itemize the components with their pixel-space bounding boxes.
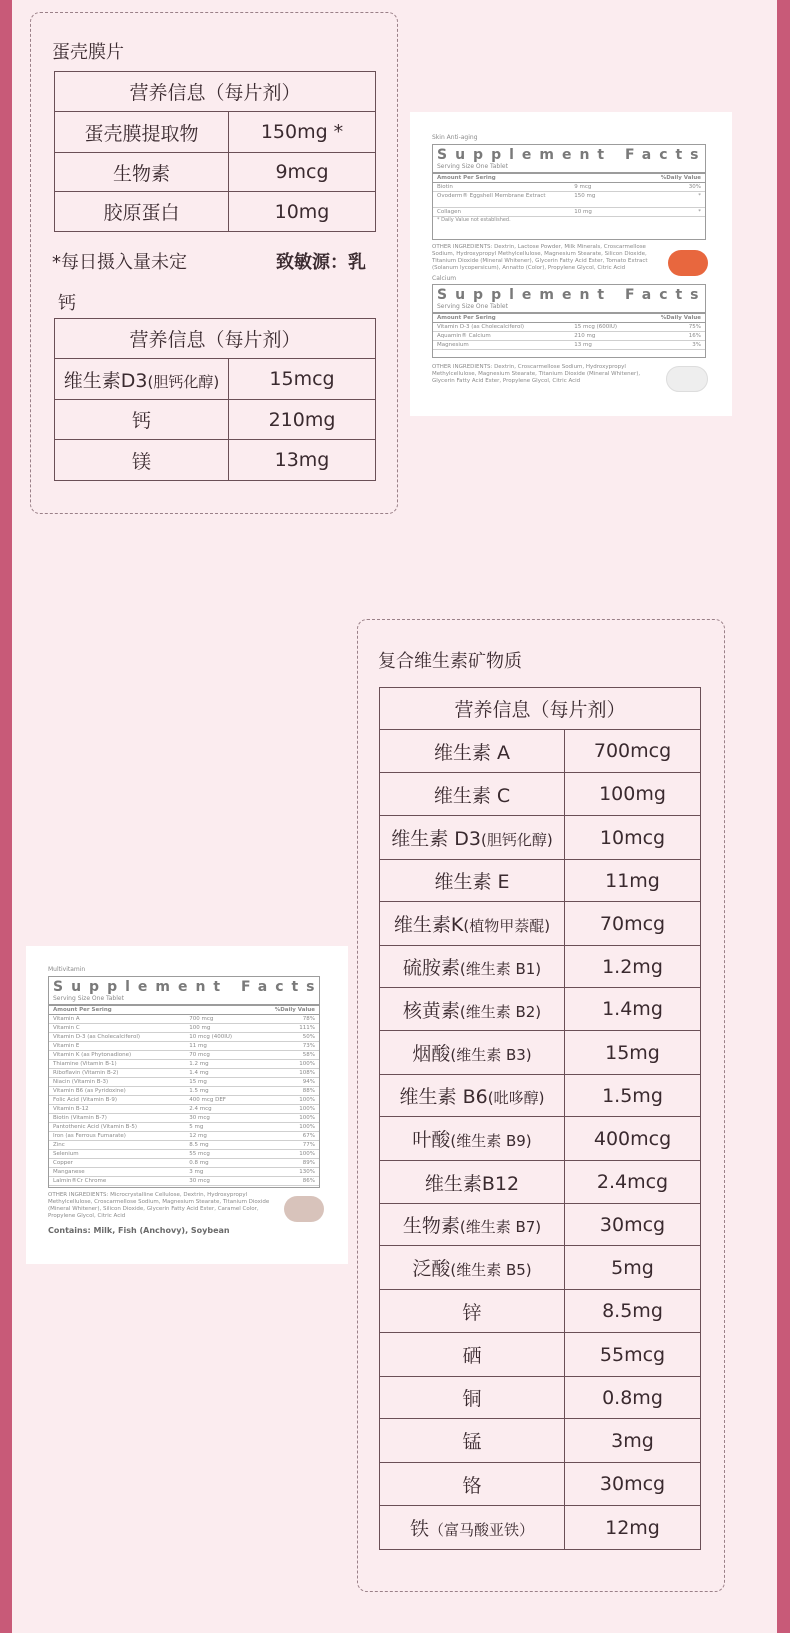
facts-amount: 30 mcg (189, 1115, 210, 1121)
facts-name: Vitamin B-12 (53, 1106, 89, 1112)
facts-amount: 12 mg (189, 1133, 207, 1139)
facts-name: Pantothenic Acid (Vitamin B-5) (53, 1124, 138, 1130)
facts-row (49, 1042, 319, 1051)
facts-name: Copper (53, 1160, 73, 1166)
table-row (380, 988, 701, 1031)
facts-row (49, 1096, 319, 1105)
table-row (55, 153, 376, 192)
facts-amount: 8.5 mg (189, 1142, 209, 1148)
nutrient-main: 硫胺素 (402, 957, 460, 979)
nutrient-main: 维生素 A (433, 741, 511, 764)
nutrient-value: 11mg (565, 860, 701, 902)
table-row (380, 1161, 701, 1204)
nutrient-name (380, 1377, 565, 1419)
facts-name: Vitamin B6 (as Pyridoxine) (53, 1088, 126, 1094)
facts-dv: 130% (299, 1169, 315, 1175)
col-amount: Amount Per Sering (437, 175, 496, 181)
nutrient-main: 烟酸 (412, 1043, 451, 1065)
nutrient-main: 维生素B12 (424, 1172, 520, 1195)
allergen-note: 致敏源：乳 (276, 252, 366, 273)
nutrient-sub: (植物甲萘醌) (463, 917, 551, 935)
beige-pill (284, 1196, 324, 1222)
facts-amount: 15 mcg (600IU) (574, 324, 618, 330)
multivitamin-nutrition-table (379, 687, 701, 1550)
nutrient-main: 铬 (462, 1474, 482, 1497)
other-ingredients: OTHER INGREDIENTS: Dextrin, Croscarmellose Sodium, Hydroxypropyl Methylcellulose, Magnesium Stearate, Titanium Dioxide (Mineral Whitener), Glycerin Fatty Acid Ester, Propylene Glycol, Citric Acid (432, 364, 641, 384)
facts-amount: 2.4 mcg (189, 1106, 212, 1112)
table-row (380, 902, 701, 946)
table-row (380, 946, 701, 988)
facts-name: Niacin (Vitamin B-3) (53, 1079, 109, 1085)
facts-dv: 67% (302, 1133, 315, 1139)
nutrient-value: 12mg (565, 1506, 701, 1550)
facts-amount: 15 mg (189, 1079, 207, 1085)
calcium-nutrition-table (54, 318, 376, 481)
nutrient-sub: (维生素 B5) (450, 1261, 532, 1279)
nutrient-value: 1.5mg (565, 1075, 701, 1117)
nutrient-value: 150mg * (229, 112, 376, 153)
table-row (380, 1419, 701, 1463)
nutrient-value: 10mg (229, 192, 376, 232)
facts-amount: 70 mcg (189, 1052, 210, 1058)
facts-dv: 108% (299, 1070, 315, 1076)
nutrient-name (55, 359, 229, 400)
facts-name: Vitamin E (53, 1043, 80, 1049)
facts-name: Vitamin A (53, 1016, 80, 1022)
table-row (55, 400, 376, 440)
nutrient-value: 15mg (565, 1031, 701, 1075)
col-dv: %Daily Value (274, 1007, 315, 1013)
facts-dv: 58% (302, 1052, 315, 1058)
other-ingredients: OTHER INGREDIENTS: Microcrystalline Cellulose, Dextrin, Hydroxypropyl Methylcellulose, Croscarmellose Sodium, Magnesium Stearate, Titanium Dioxide (Mineral Whitener), Silicon Dioxide, Glycerin Fatty Acid Ester, Caramel Color, Propylene Glycol, Citric Acid (48, 1192, 270, 1219)
facts-dv: 78% (302, 1016, 315, 1022)
nutrient-name (380, 1290, 565, 1333)
nutrient-sub: (维生素 B3) (450, 1046, 532, 1064)
facts-row (49, 1024, 319, 1033)
page-background (12, 0, 777, 1633)
nutrient-main: 泛酸 (412, 1258, 451, 1280)
nutrient-main: 铜 (462, 1388, 482, 1410)
table-row (380, 1290, 701, 1333)
facts-dv: * (698, 193, 701, 199)
daily-value-note: *每日摄入量未定 (52, 252, 187, 273)
nutrient-main: 硒 (462, 1345, 482, 1367)
table-header: 营养信息（每片剂） (55, 319, 376, 359)
facts-dv: 100% (299, 1061, 315, 1067)
facts-name: Vitamin C (53, 1025, 80, 1031)
facts-amount: 30 mcg (189, 1178, 210, 1184)
nutrient-name: 钙 (55, 400, 229, 440)
facts-dv: 3% (692, 342, 701, 348)
facts-name: Vitamin D-3 (as Cholecalciferol) (437, 324, 524, 330)
nutrient-name (380, 773, 565, 816)
nutrient-main: 维生素D3 (63, 369, 148, 392)
facts-name: Collagen (437, 209, 461, 215)
nutrient-value: 1.4mg (565, 988, 701, 1031)
nutrient-sub: (胆钙化醇) (147, 372, 220, 391)
nutrient-name: 胶原蛋白 (55, 192, 229, 232)
nutrient-name (380, 1031, 565, 1075)
facts-amount: 1.4 mg (189, 1070, 209, 1076)
table-row (380, 730, 701, 773)
facts-row (433, 332, 705, 341)
orange-pill (668, 250, 708, 276)
nutrient-name (380, 946, 565, 988)
nutrient-value: 3mg (565, 1419, 701, 1463)
allergen-contains: Contains: Milk, Fish (Anchovy), Soybean (48, 1226, 230, 1235)
nutrient-name (380, 816, 565, 860)
nutrient-name (380, 1419, 565, 1463)
table-row (55, 192, 376, 232)
facts-amount: 3 mg (189, 1169, 204, 1175)
nutrient-name: 生物素 (55, 153, 229, 192)
supplement-facts-box (48, 976, 323, 1188)
nutrient-name (380, 1075, 565, 1117)
nutrient-value: 8.5mg (565, 1290, 701, 1333)
facts-dv: 73% (302, 1043, 315, 1049)
facts-row (49, 1015, 319, 1024)
facts-amount: 13 mg (574, 342, 592, 348)
nutrient-main: 维生素 E (434, 871, 510, 893)
facts-header-row (433, 314, 705, 323)
table-header: 营养信息（每片剂） (55, 72, 376, 112)
facts-row (49, 1159, 319, 1168)
facts-row (433, 183, 705, 192)
nutrient-sub: （富马酸亚铁） (429, 1521, 535, 1539)
nutrient-value: 0.8mg (565, 1377, 701, 1419)
facts-name: Magnesium (437, 342, 469, 348)
facts-heading: Supplement Facts (437, 287, 707, 303)
nutrient-value: 30mcg (565, 1463, 701, 1506)
nutrient-name (380, 1333, 565, 1377)
table-row (380, 1075, 701, 1117)
nutrient-value: 700mcg (565, 730, 701, 773)
nutrient-value: 2.4mcg (565, 1161, 701, 1204)
nutrient-name (380, 1117, 565, 1161)
facts-amount: 10 mg (574, 209, 592, 215)
facts-row (49, 1168, 319, 1177)
nutrient-name (380, 988, 565, 1031)
facts-row (49, 1177, 319, 1186)
nutrient-name: 镁 (55, 440, 229, 481)
facts-dv: 16% (688, 333, 701, 339)
nutrient-value: 55mcg (565, 1333, 701, 1377)
eggshell-nutrition-table (54, 71, 376, 232)
nutrient-name (380, 1204, 565, 1246)
facts-dv: * (698, 209, 701, 215)
nutrient-value: 9mcg (229, 153, 376, 192)
serving-size: Serving Size One Tablet (433, 303, 705, 314)
table-row (380, 1204, 701, 1246)
nutrient-value: 100mg (565, 773, 701, 816)
other-ingredients: OTHER INGREDIENTS: Dextrin, Lactose Powder, Milk Minerals, Croscarmellose Sodium, Hydroxypropyl Methylcellulose, Magnesium Stearate, Silicon Dioxide, Titanium Dioxide (Mineral Whitener), Glycerin Fatty Acid Ester, Tomato Extract (Solanum lycopersicum), Annatto (Color), Propylene Glycol, Citric Acid (432, 244, 648, 271)
facts-row (49, 1087, 319, 1096)
facts-dv: 111% (299, 1025, 315, 1031)
facts-header-row (49, 1006, 319, 1015)
facts-amount: 150 mg (574, 193, 596, 199)
nutrient-main: 铁 (409, 1518, 429, 1540)
nutrient-value: 13mg (229, 440, 376, 481)
facts-heading: Supplement Facts (53, 979, 323, 995)
col-amount: Amount Per Sering (437, 315, 496, 321)
table-row (380, 1377, 701, 1419)
facts-name: Selenium (53, 1151, 79, 1157)
facts-name: Iron (as Ferrous Fumarate) (53, 1133, 126, 1139)
nutrient-name (380, 860, 565, 902)
facts-row (49, 1078, 319, 1087)
nutrient-value: 70mcg (565, 902, 701, 946)
facts-dv: 100% (299, 1151, 315, 1157)
facts-dv: 100% (299, 1106, 315, 1112)
serving-size: Serving Size One Tablet (433, 163, 705, 174)
facts-amount: 700 mcg (189, 1016, 214, 1022)
facts-header-row (433, 174, 705, 183)
facts-name: Ovoderm® Eggshell Membrane Extract (437, 193, 546, 199)
facts-dv: 100% (299, 1115, 315, 1121)
label-caption: Multivitamin (48, 966, 86, 973)
facts-name: Folic Acid (Vitamin B-9) (53, 1097, 117, 1103)
supplement-facts-box (432, 284, 706, 358)
facts-amount: 210 mg (574, 333, 596, 339)
facts-row (49, 1132, 319, 1141)
facts-amount: 0.8 mg (189, 1160, 209, 1166)
facts-name: Aquamin® Calcium (437, 333, 491, 339)
facts-amount: 11 mg (189, 1043, 207, 1049)
supplement-facts-box (432, 144, 706, 240)
white-pill (666, 366, 708, 392)
facts-row (433, 192, 705, 208)
col-dv: %Daily Value (660, 175, 701, 181)
nutrient-sub: (吡哆醇) (487, 1089, 545, 1107)
facts-row (433, 341, 705, 350)
facts-amount: 10 mcg (400IU) (189, 1034, 233, 1040)
nutrient-sub: (维生素 B2) (459, 1002, 542, 1021)
nutrient-main: 核黄素 (402, 999, 460, 1022)
col-dv: %Daily Value (660, 315, 701, 321)
nutrient-main: 生物素 (402, 1215, 460, 1237)
nutrient-main: 叶酸 (412, 1129, 451, 1151)
facts-dv: 88% (302, 1088, 315, 1094)
facts-dv: 94% (302, 1079, 315, 1085)
table-row (380, 1463, 701, 1506)
nutrient-main: 维生素K (393, 914, 464, 936)
table-row (380, 1031, 701, 1075)
table-row (380, 1117, 701, 1161)
nutrient-name (380, 1463, 565, 1506)
table-row (55, 359, 376, 400)
eggshell-title: 蛋壳膜片 (52, 42, 124, 63)
facts-amount: 5 mg (189, 1124, 204, 1130)
facts-amount: 1.5 mg (189, 1088, 209, 1094)
table-row (380, 1506, 701, 1550)
nutrient-value: 210mg (229, 400, 376, 440)
facts-footnote: * Daily Value not established. (437, 217, 511, 223)
facts-dv: 100% (299, 1124, 315, 1130)
facts-amount: 9 mcg (574, 184, 592, 190)
facts-heading: Supplement Facts (437, 147, 707, 163)
nutrient-value: 400mcg (565, 1117, 701, 1161)
nutrient-sub: (维生素 B9) (450, 1132, 532, 1150)
facts-name: Biotin (Vitamin B-7) (53, 1115, 107, 1121)
facts-amount: 100 mg (189, 1025, 211, 1031)
facts-row (433, 208, 705, 217)
nutrient-name (380, 1246, 565, 1290)
nutrient-name (380, 1506, 565, 1550)
facts-name: Vitamin D-3 (as Cholecalciferol) (53, 1034, 140, 1040)
facts-row (49, 1105, 319, 1114)
nutrient-main: 锌 (462, 1301, 482, 1324)
nutrient-main: 维生素 B6 (399, 1086, 488, 1108)
nutrient-name (380, 1161, 565, 1204)
nutrient-name (380, 730, 565, 773)
facts-name: Zinc (53, 1142, 65, 1148)
multivitamin-title: 复合维生素矿物质 (378, 651, 522, 672)
nutrient-main: 锰 (462, 1431, 482, 1453)
nutrient-value: 10mcg (565, 816, 701, 860)
facts-row (49, 1060, 319, 1069)
supplement-label-image (410, 112, 732, 416)
nutrient-value: 5mg (565, 1246, 701, 1290)
facts-dv: 89% (302, 1160, 315, 1166)
facts-amount: 55 mcg (189, 1151, 210, 1157)
nutrient-value: 30mcg (565, 1204, 701, 1246)
label-caption: Skin Anti-aging (432, 134, 478, 141)
nutrient-sub: (维生素 B1) (459, 960, 542, 978)
facts-row (49, 1150, 319, 1159)
facts-amount: 1.2 mg (189, 1061, 209, 1067)
facts-name: Vitamin K (as Phytonadione) (53, 1052, 132, 1058)
facts-row (49, 1123, 319, 1132)
table-row (380, 860, 701, 902)
table-row (380, 773, 701, 816)
table-header: 营养信息（每片剂） (380, 688, 701, 730)
facts-row (49, 1033, 319, 1042)
facts-dv: 100% (299, 1097, 315, 1103)
facts-name: Riboflavin (Vitamin B-2) (53, 1070, 119, 1076)
facts-name: Biotin (437, 184, 453, 190)
label-caption: Calcium (432, 275, 457, 282)
table-row (380, 1246, 701, 1290)
facts-row (49, 1114, 319, 1123)
facts-rows (49, 1015, 319, 1186)
facts-dv: 30% (688, 184, 701, 190)
nutrient-sub: (维生素 B7) (459, 1218, 542, 1236)
table-row (380, 816, 701, 860)
facts-dv: 86% (302, 1178, 315, 1184)
facts-name: Lalmin®Cr Chrome (53, 1178, 107, 1184)
facts-name: Thiamine (Vitamin B-1) (53, 1061, 117, 1067)
col-amount: Amount Per Sering (53, 1007, 112, 1013)
multivitamin-label-image (26, 946, 348, 1264)
nutrient-main: 维生素 C (433, 784, 511, 807)
nutrient-main: 维生素 D3 (391, 828, 482, 850)
facts-dv: 50% (302, 1034, 315, 1040)
nutrient-sub: (胆钙化醇) (481, 831, 553, 849)
nutrient-name (380, 902, 565, 946)
table-row (380, 1333, 701, 1377)
facts-row (49, 1069, 319, 1078)
calcium-title: 钙 (58, 293, 76, 314)
serving-size: Serving Size One Tablet (49, 995, 319, 1006)
facts-amount: 400 mcg DEF (189, 1097, 226, 1103)
table-row (55, 440, 376, 481)
table-row (55, 112, 376, 153)
nutrient-name: 蛋壳膜提取物 (55, 112, 229, 153)
nutrient-value: 1.2mg (565, 946, 701, 988)
facts-row (49, 1141, 319, 1150)
facts-name: Manganese (53, 1169, 85, 1175)
nutrient-value: 15mcg (229, 359, 376, 400)
facts-dv: 75% (688, 324, 701, 330)
facts-row (433, 323, 705, 332)
facts-dv: 77% (302, 1142, 315, 1148)
facts-row (49, 1051, 319, 1060)
